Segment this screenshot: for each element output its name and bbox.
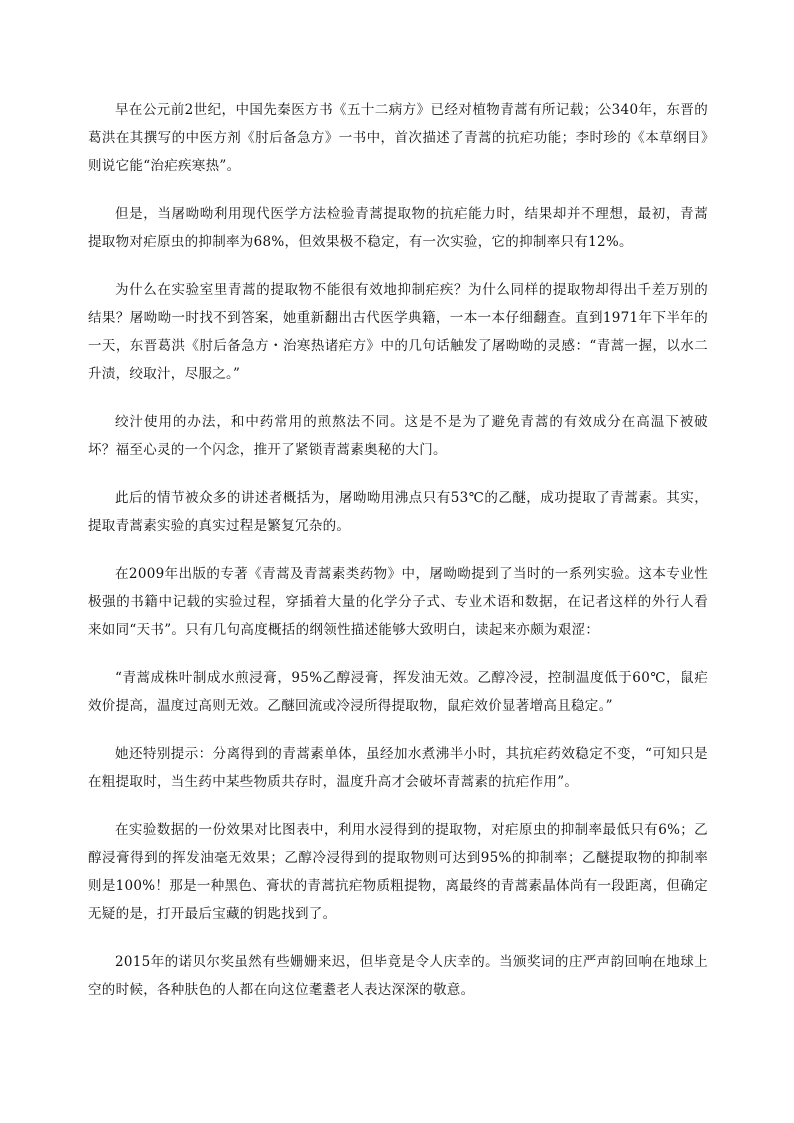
paragraph-4: 绞汁使用的办法，和中药常用的煎熬法不同。这是不是为了避免青蒿的有效成分在高温下被破坏？福至心灵的一个闪念，推开了紧锁青蒿素奥秘的大门。 bbox=[88, 414, 708, 458]
paragraph-6: 在2009年出版的专著《青蒿及青蒿素类药物》中，屠呦呦提到了当时的一系列实验。这本专业性极强的书籍中记载的实验过程，穿插着大量的化学分子式、专业术语和数据，在记者这样的外行人看来如同“天书”。只有几句高度概括的纲领性描述能够大致明白，读起来亦颇为艰涩： bbox=[88, 566, 708, 638]
paragraph-2: 但是，当屠呦呦利用现代医学方法检验青蒿提取物的抗疟能力时，结果却并不理想，最初，青蒿提取物对疟原虫的抑制率为68%，但效果极不稳定，有一次实验，它的抑制率只有12%。 bbox=[88, 206, 708, 250]
paragraph-8: 她还特别提示：分离得到的青蒿素单体，虽经加水煮沸半小时，其抗疟药效稳定不变，“可知只是在粗提取时，当生药中某些物质共存时，温度升高才会破坏青蒿素的抗疟作用”。 bbox=[88, 746, 708, 790]
paragraph-5: 此后的情节被众多的讲述者概括为，屠呦呦用沸点只有53℃的乙醚，成功提取了青蒿素。其实，提取青蒿素实验的真实过程是繁复冗杂的。 bbox=[88, 490, 708, 534]
paragraph-7-quote: “青蒿成株叶制成水煎浸膏，95%乙醇浸膏，挥发油无效。乙醇冷浸，控制温度低于60℃，鼠疟效价提高，温度过高则无效。乙醚回流或冷浸所得提取物，鼠疟效价显著增高且稳定。” bbox=[88, 670, 708, 714]
paragraph-10: 2015年的诺贝尔奖虽然有些姗姗来迟，但毕竟是令人庆幸的。当颁奖词的庄严声韵回响在地球上空的时候，各种肤色的人都在向这位耄耋老人表达深深的敬意。 bbox=[88, 954, 708, 998]
article-body bbox=[88, 96, 708, 1024]
paragraph-3: 为什么在实验室里青蒿的提取物不能很有效地抑制疟疾？为什么同样的提取物却得出千差万别的结果？屠呦呦一时找不到答案，她重新翻出古代医学典籍，一本一本仔细翻查。直到1971年下半年的一天，东晋葛洪《肘后备急方・治寒热诸疟方》中的几句话触发了屠呦呦的灵感：“青蒿一握，以水二升渍，绞取汁，尽服之。” bbox=[88, 282, 708, 382]
paragraph-9: 在实验数据的一份效果对比图表中，利用水浸得到的提取物，对疟原虫的抑制率最低只有6%；乙醇浸膏得到的挥发油毫无效果；乙醇冷浸得到的提取物则可达到95%的抑制率；乙醚提取物的抑制率则是100%！那是一种黑色、膏状的青蒿抗疟物质粗提物，离最终的青蒿素晶体尚有一段距离，但确定无疑的是，打开最后宝藏的钥匙找到了。 bbox=[88, 822, 708, 922]
paragraph-1: 早在公元前2世纪，中国先秦医方书《五十二病方》已经对植物青蒿有所记载；公340年，东晋的葛洪在其撰写的中医方剂《肘后备急方》一书中，首次描述了青蒿的抗疟功能；李时珍的《本草纲目》则说它能“治疟疾寒热”。 bbox=[88, 102, 708, 174]
